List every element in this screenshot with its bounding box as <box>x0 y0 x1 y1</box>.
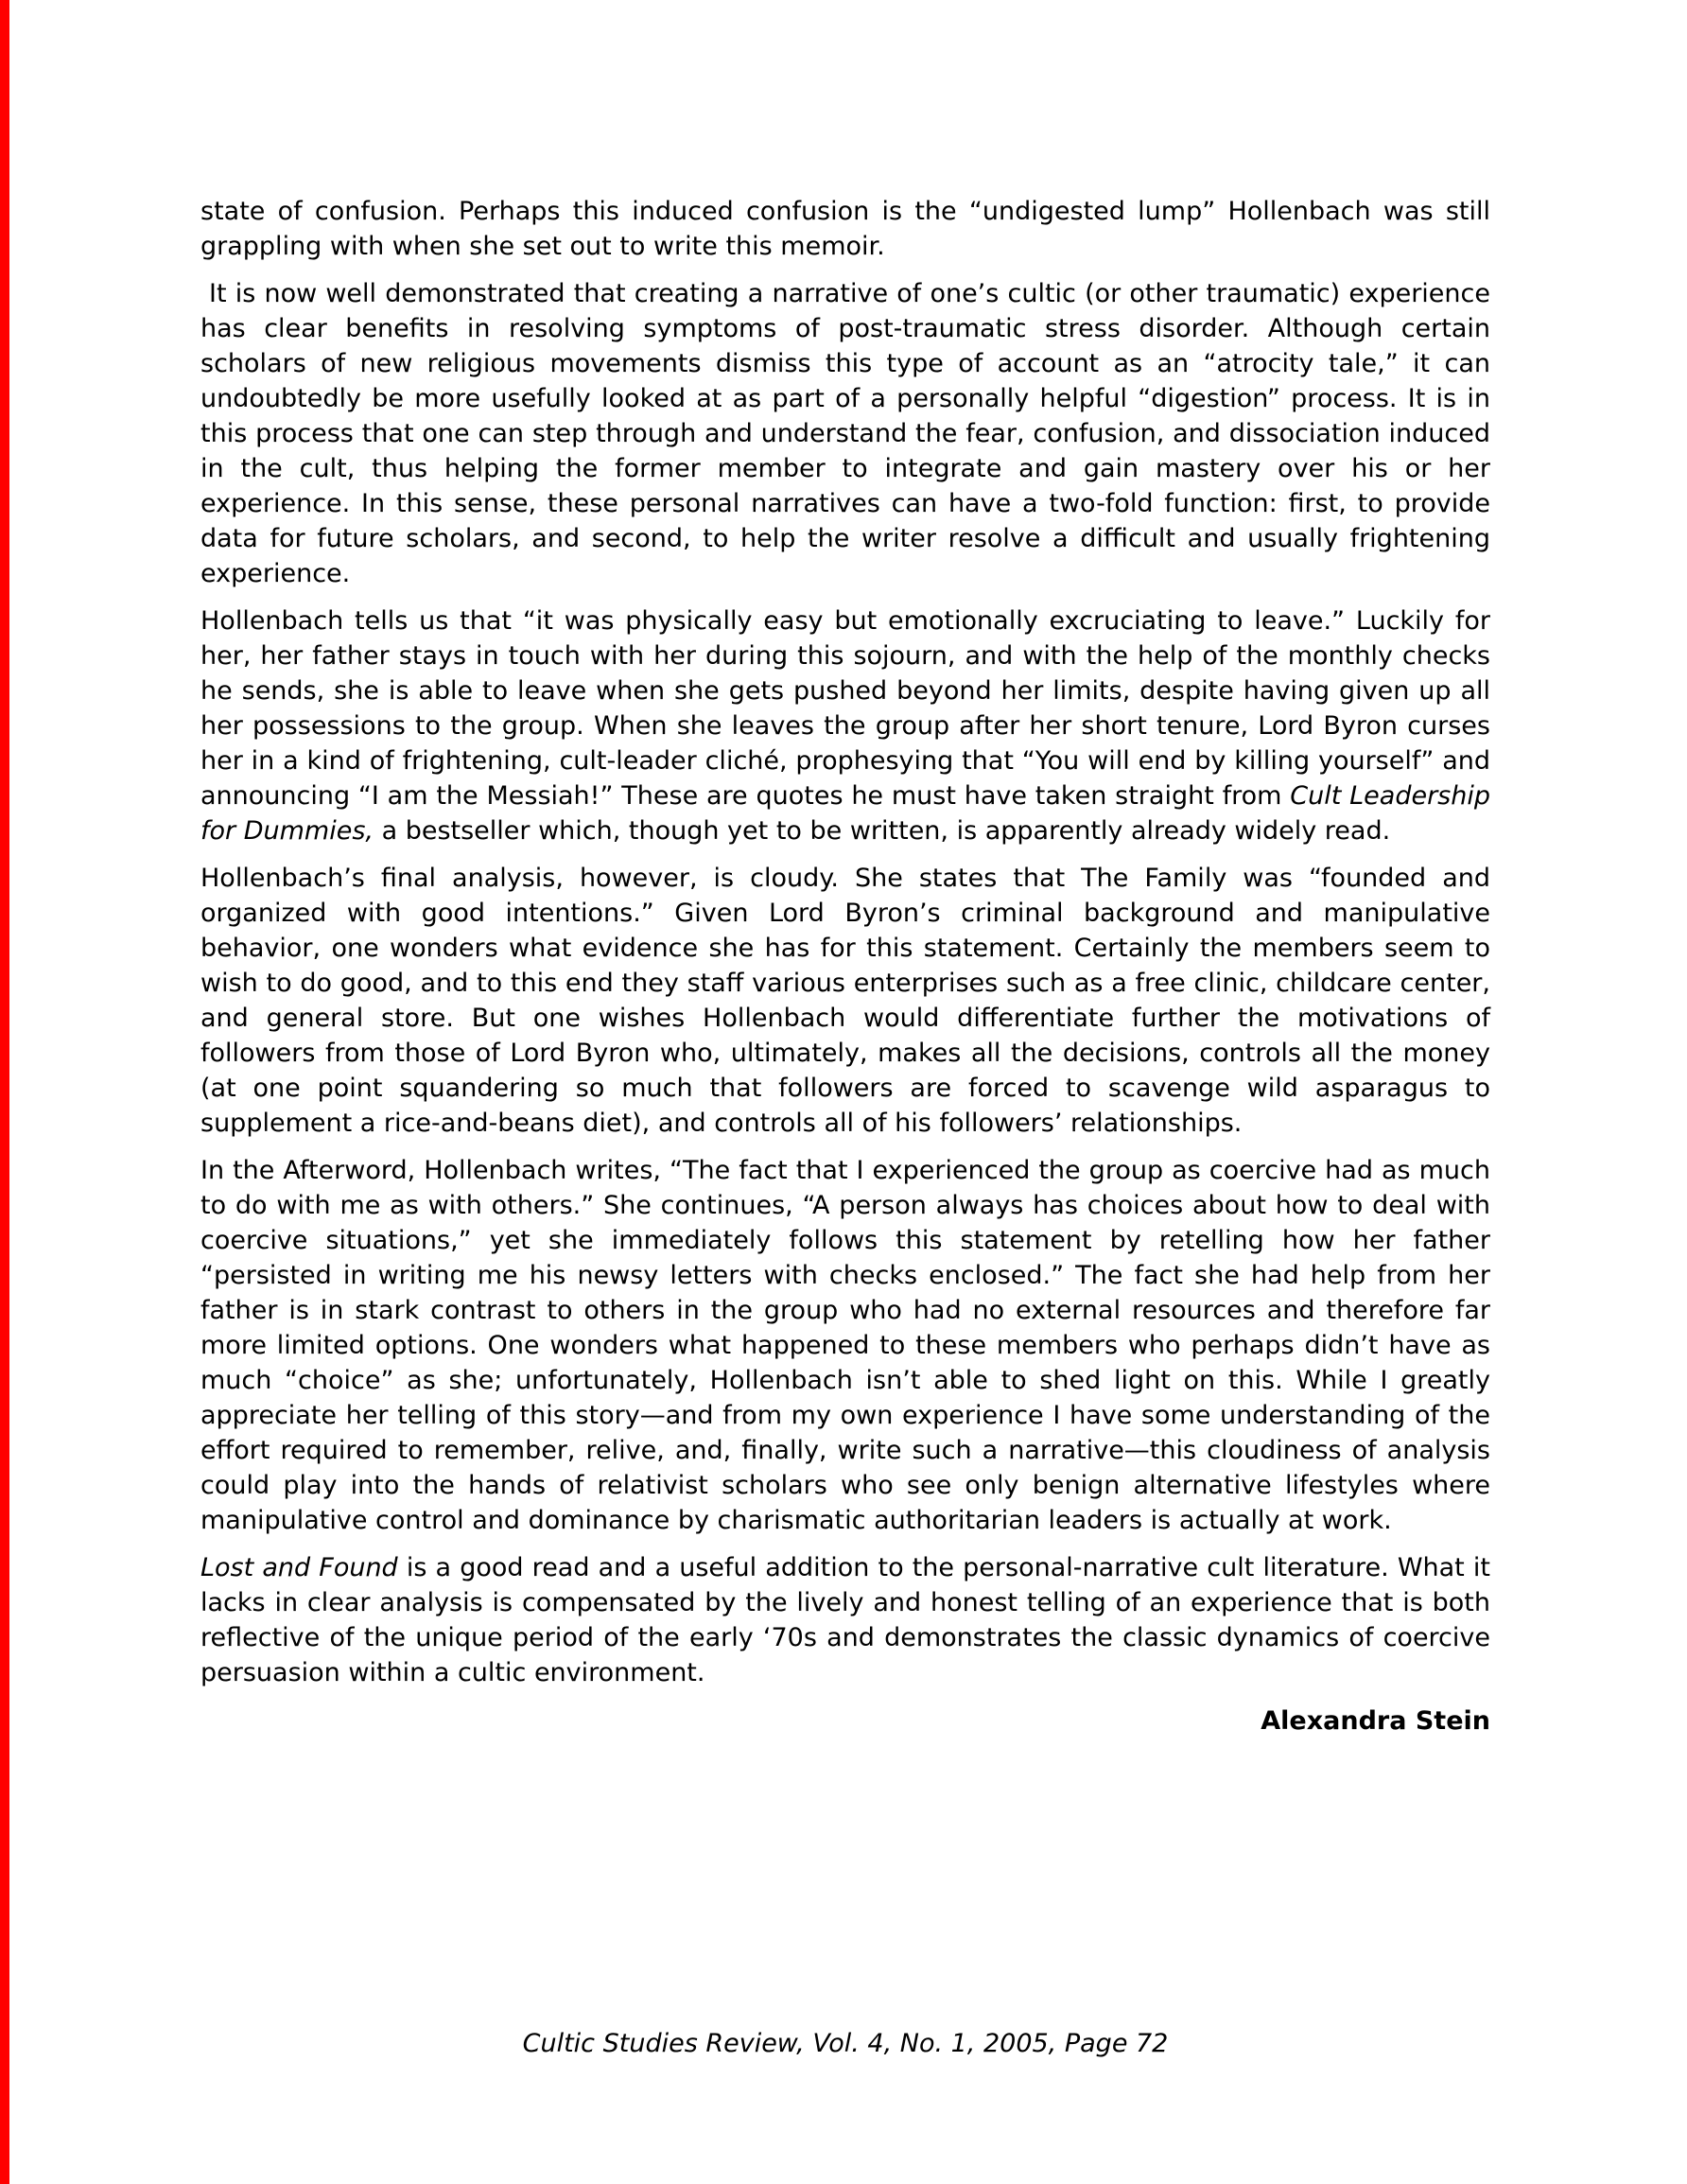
text-run: is a good read and a useful addition to the personal-narrative cult literature. What it lacks in clear analysis is compensated by the lively and honest telling of an experience that is both reflective of the unique period of the early ‘70s and demonstrates the classic dynamics of coercive persuasion within a cultic environment. <box>200 1553 1490 1687</box>
body-paragraph <box>200 861 1490 1141</box>
document-body <box>200 194 1490 1738</box>
italic-text-run: Cult Leadership for Dummies, <box>200 781 1490 846</box>
text-run: Hollenbach’s final analysis, however, is cloudy. She states that The Family was “founded and organized with good intentions.” Given Lord Byron’s criminal background and manipulative behavior, one wonders what evidence she has for this statement. Certainly the members seem to wish to do good, and to this end they staff various enterprises such as a free clinic, childcare center, and general store. But one wishes Hollenbach would differentiate further the motivations of followers from those of Lord Byron who, ultimately, makes all the decisions, controls all the money (at one point squandering so much that followers are forced to scavenge wild asparagus to supplement a rice-and-beans diet), and controls all of his followers’ relationships. <box>200 864 1490 1138</box>
italic-text-run: Lost and Found <box>200 1553 398 1582</box>
left-edge-accent-bar <box>0 0 9 2184</box>
body-paragraph <box>200 194 1490 264</box>
text-run: state of confusion. Perhaps this induced confusion is the “undigested lump” Hollenbach was still grappling with when she set out to write this memoir. <box>200 197 1490 261</box>
body-paragraph <box>200 1153 1490 1538</box>
text-run: a bestseller which, though yet to be written, is apparently already widely read. <box>373 816 1391 846</box>
body-paragraph <box>200 1550 1490 1690</box>
text-run: In the Afterword, Hollenbach writes, “The fact that I experienced the group as coercive had as much to do with me as with others.” She continues, “A person always has choices about how to deal with coercive situations,” yet she immediately follows this statement by retelling how her father “persisted in writing me his newsy letters with checks enclosed.” The fact she had help from her father is in stark contrast to others in the group who had no external resources and therefore far more limited options. One wonders what happened to these members who perhaps didn’t have as much “choice” as she; unfortunately, Hollenbach isn’t able to shed light on this. While I greatly appreciate her telling of this story—and from my own experience I have some understanding of the effort required to remember, relive, and, finally, write such a narrative—this cloudiness of analysis could play into the hands of relativist scholars who see only benign alternative lifestyles where manipulative control and dominance by charismatic authoritarian leaders is actually at work. <box>200 1156 1490 1535</box>
body-paragraph <box>200 603 1490 848</box>
body-paragraph <box>200 276 1490 591</box>
author-signature: Alexandra Stein <box>1261 1706 1490 1736</box>
text-run: It is now well demonstrated that creating a narrative of one’s cultic (or other traumatic) experience has clear benefits in resolving symptoms of post-traumatic stress disorder. Although certain scholars of new religious movements dismiss this type of account as an “atrocity tale,” it can undoubtedly be more usefully looked at as part of a personally helpful “digestion” process. It is in this process that one can step through and understand the fear, confusion, and dissociation induced in the cult, thus helping the former member to integrate and gain mastery over his or her experience. In this sense, these personal narratives can have a two-fold function: first, to provide data for future scholars, and second, to help the writer resolve a difficult and usually frightening experience. <box>200 279 1490 588</box>
text-run: Hollenbach tells us that “it was physically easy but emotionally excruciating to leave.” Luckily for her, her father stays in touch with her during this sojourn, and with the help of the monthly checks he sends, she is able to leave when she gets pushed beyond her limits, despite having given up all her possessions to the group. When she leaves the group after her short tenure, Lord Byron curses her in a kind of frightening, cult-leader cliché, prophesying that “You will end by killing yourself” and announcing “I am the Messiah!” These are quotes he must have taken straight from <box>200 606 1490 811</box>
page-footer-citation: Cultic Studies Review, Vol. 4, No. 1, 2005, Page 72 <box>522 2029 1169 2058</box>
